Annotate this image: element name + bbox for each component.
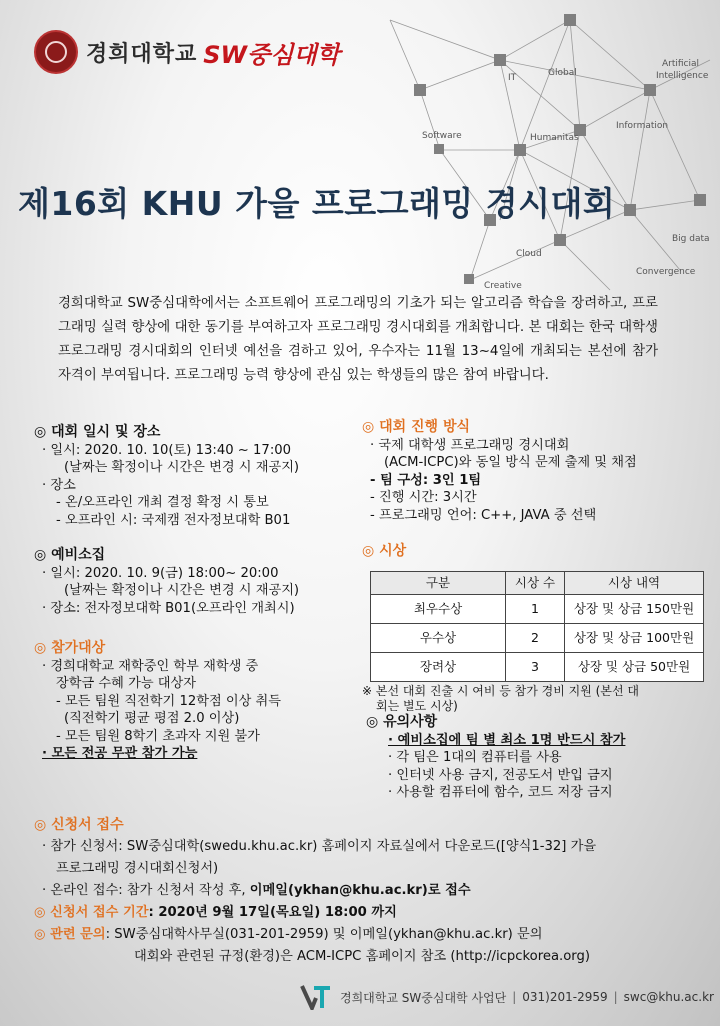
eligibility-line-2: 장학금 수혜 가능 대상자 (56, 676, 196, 691)
logo-university-name: 경희대학교 (86, 41, 198, 67)
prelim-place: · 장소: 전자정보대학 B01(오프라인 개최시) (42, 600, 295, 616)
schedule-date: · 일시: 2020. 10. 10(토) 13:40 ~ 17:00 (42, 442, 292, 458)
method-line-1: · 국제 대학생 프로그래밍 경시대회 (370, 437, 570, 453)
table-cell: 우수상 (371, 623, 506, 652)
university-seal-icon (34, 30, 78, 74)
schedule-heading: 대회 일시 및 장소 (51, 424, 161, 440)
awards-heading: 시상 (379, 543, 407, 559)
footer: 경희대학교 SW중심대학 사업단 | 031)201-2959 | swc@khu.ac.kr (300, 984, 714, 1010)
apply-line-2: 프로그래밍 경시대회신청서) (56, 861, 219, 876)
table-cell: 1 (506, 594, 565, 623)
deadline-label: 신청서 접수 기간 (50, 905, 149, 920)
bullet-circle-icon: ◎ (362, 419, 380, 435)
table-cell: 장려상 (371, 652, 506, 681)
net-label-intelligence: Intelligence (656, 71, 709, 81)
schedule-date-note: (날짜는 확정이나 시간은 변경 시 재공지) (64, 460, 300, 475)
network-graphic (380, 0, 720, 300)
apply-heading: 신청서 접수 (51, 817, 124, 833)
net-label-it: IT (508, 73, 517, 83)
net-label-humanitas: Humanitas (530, 133, 579, 143)
notes-heading: 유의사항 (383, 714, 438, 730)
method-line-3: - 팀 구성: 3인 1팀 (370, 472, 482, 488)
method-section (362, 419, 712, 524)
bullet-circle-icon: ◎ (34, 547, 52, 563)
table-row (371, 623, 704, 652)
awards-table (370, 571, 704, 682)
table-cell: 상장 및 상금 100만원 (565, 623, 704, 652)
table-row (371, 594, 704, 623)
table-header-row (371, 571, 704, 594)
apply-line-3c: 로 접수 (427, 883, 471, 898)
apply-line-3a: · 온라인 접수: 참가 신청서 작성 후, (42, 883, 250, 898)
method-line-5: - 프로그래밍 언어: C++, JAVA 중 선택 (370, 507, 597, 523)
eligibility-line-6: · 모든 전공 무관 참가 가능 (42, 746, 198, 761)
net-label-creative: Creative (484, 281, 522, 291)
bullet-circle-icon: ◎ (34, 424, 52, 440)
contact-label: 관련 문의 (50, 927, 106, 942)
method-line-4: - 진행 시간: 3시간 (370, 490, 477, 505)
net-label-software: Software (422, 131, 462, 141)
column-header: 시상 내역 (565, 571, 704, 594)
footer-email[interactable]: swc@khu.ac.kr (623, 990, 714, 1004)
schedule-place-1: - 온/오프라인 개최 결정 확정 시 통보 (56, 495, 269, 510)
eligibility-section (34, 640, 364, 763)
method-heading: 대회 진행 방식 (379, 419, 470, 435)
intro-paragraph: 경희대학교 SW중심대학에서는 소프트웨어 프로그래밍의 기초가 되는 알고리즘 학습을 장려하고, 프로그래밍 실력 향상에 대한 동기를 부여하고자 프로그래밍 경시대회를 개최합니다. 본 대회는 한국 대학생 프로그래밍 경시대회의 인터넷 예선을 겸하고 있어, 우수자는 11월 13~4일에 개최되는 본선에 참가 자격이 부여됩니다. 프로그래밍 능력 향상에 관심 있는 학생들의 많은 참여 바랍니다. (58, 296, 658, 383)
schedule-place: · 장소 (42, 477, 76, 493)
contact-value: : SW중심대학사무실(031-201-2959) 및 이메일(ykhan@khu.ac.kr) 문의 (105, 927, 543, 942)
university-logo (34, 30, 340, 74)
notes-section (366, 714, 712, 802)
sw-logo-icon (300, 984, 332, 1010)
deadline-value: : 2020년 9월 17일(목요일) 18:00 까지 (148, 905, 397, 920)
bullet-circle-icon: ◎ (34, 817, 52, 833)
notes-line-2: · 각 팀은 1대의 컴퓨터를 사용 (388, 750, 562, 765)
column-header: 구분 (371, 571, 506, 594)
table-row (371, 652, 704, 681)
prelim-date-note: (날짜는 확정이나 시간은 변경 시 재공지) (64, 583, 300, 598)
eligibility-heading: 참가대상 (51, 640, 106, 656)
table-cell: 최우수상 (371, 594, 506, 623)
net-label-convergence: Convergence (636, 267, 696, 277)
table-cell: 상장 및 상금 50만원 (565, 652, 704, 681)
schedule-section (34, 424, 364, 529)
table-cell: 3 (506, 652, 565, 681)
contact-line-2: 대회와 관련된 규정(환경)은 ACM-ICPC 홈페이지 참조 (http://icpckorea.org) (134, 949, 591, 964)
bullet-circle-icon: ◎ (34, 905, 51, 920)
awards-section (362, 543, 712, 714)
net-label-artificial: Artificial (662, 59, 700, 69)
net-label-global: Global (548, 68, 577, 78)
eligibility-line-4: (직전학기 평균 평점 2.0 이상) (64, 711, 240, 726)
eligibility-line-1: · 경희대학교 재학중인 학부 재학생 중 (42, 658, 259, 674)
net-label-cloud: Cloud (516, 249, 542, 259)
method-line-2: (ACM-ICPC)와 동일 방식 문제 출제 및 채점 (384, 455, 637, 470)
table-cell: 2 (506, 623, 565, 652)
apply-email-link[interactable]: 이메일(ykhan@khu.ac.kr) (249, 883, 428, 898)
table-cell: 상장 및 상금 150만원 (565, 594, 704, 623)
prelim-date: · 일시: 2020. 10. 9(금) 18:00~ 20:00 (42, 565, 279, 581)
footer-org: 경희대학교 SW중심대학 사업단 (340, 990, 507, 1005)
net-label-information: Information (616, 121, 669, 131)
eligibility-line-5: - 모든 팀원 8학기 초과자 지원 불가 (56, 728, 260, 744)
apply-line-1: · 참가 신청서: SW중심대학(swedu.khu.ac.kr) 홈페이지 자료실에서 다운로드([양식1-32] 가을 (42, 839, 597, 854)
prelim-section (34, 547, 364, 617)
logo-sw-name: SW중심대학 (203, 40, 340, 69)
apply-section (34, 814, 714, 968)
notes-line-4: · 사용할 컴퓨터에 함수, 코드 저장 금지 (388, 785, 613, 800)
notes-line-1: · 예비소집에 팀 별 최소 1명 반드시 참가 (388, 732, 626, 748)
net-label-bigdata: Big data (672, 234, 710, 244)
awards-note-2: 회는 별도 시상) (376, 698, 458, 713)
page-title: 제16회 KHU 가을 프로그래밍 경시대회 (18, 184, 616, 223)
column-header: 시상 수 (506, 571, 565, 594)
eligibility-line-3: - 모든 팀원 직전학기 12학점 이상 취득 (56, 693, 282, 709)
awards-note-1: ※ 본선 대회 진출 시 여비 등 참가 경비 지원 (본선 대 (362, 683, 639, 698)
bullet-circle-icon: ◎ (366, 714, 384, 730)
notes-line-3: · 인터넷 사용 금지, 전공도서 반입 금지 (388, 767, 613, 783)
schedule-place-2: - 오프라인 시: 국제캠 전자정보대학 B01 (56, 512, 291, 528)
bullet-circle-icon: ◎ (34, 640, 52, 656)
footer-phone: 031)201-2959 (522, 990, 608, 1004)
bullet-circle-icon: ◎ (362, 543, 380, 559)
bullet-circle-icon: ◎ (34, 927, 51, 942)
prelim-heading: 예비소집 (51, 547, 106, 563)
